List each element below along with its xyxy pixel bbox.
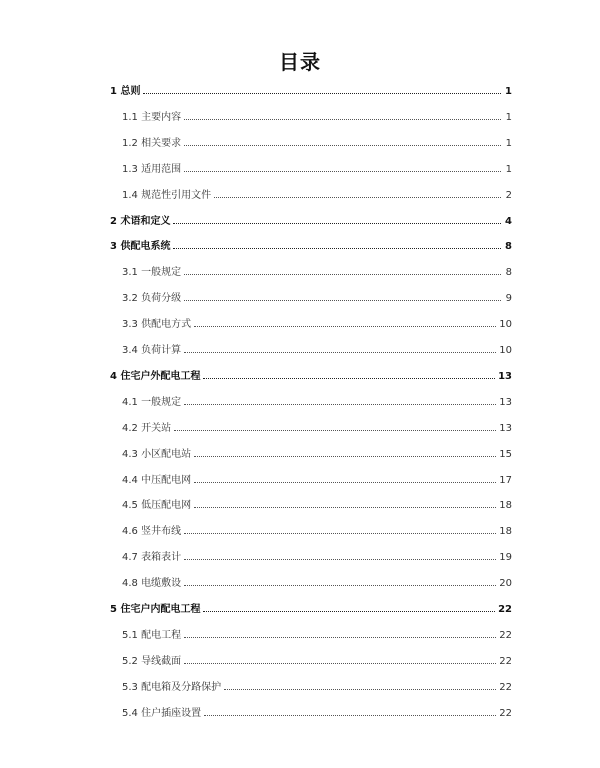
toc-entry-label: 4 住宅户外配电工程 — [110, 370, 201, 382]
toc-page-number: 18 — [499, 526, 512, 538]
toc-entry-label: 1.1 主要内容 — [122, 111, 182, 123]
toc-chapter-entry[interactable] — [110, 367, 512, 383]
toc-dot-leader — [184, 341, 496, 353]
toc-chapter-entry[interactable] — [110, 237, 512, 253]
toc-page-number: 22 — [499, 707, 512, 719]
toc-page-number: 1 — [505, 137, 512, 149]
toc-page-number: 22 — [498, 604, 512, 615]
toc-entry-label: 4.8 电缆敷设 — [122, 578, 182, 590]
toc-chapter-entry[interactable] — [110, 600, 512, 616]
toc-page-number: 13 — [499, 396, 512, 408]
toc-section-entry[interactable] — [122, 263, 512, 279]
toc-section-entry[interactable] — [122, 471, 512, 487]
toc-page-number: 18 — [499, 500, 512, 512]
toc-dot-leader — [184, 548, 496, 560]
toc-entry-label: 1.2 相关要求 — [122, 137, 182, 149]
toc-entry-label: 5.3 配电箱及分路保护 — [122, 681, 222, 693]
toc-section-entry[interactable] — [122, 445, 512, 461]
toc-section-entry[interactable] — [122, 341, 512, 357]
toc-section-entry[interactable] — [122, 626, 512, 642]
toc-section-entry[interactable] — [122, 522, 512, 538]
toc-entry-label: 4.2 开关站 — [122, 422, 172, 434]
toc-dot-leader — [184, 108, 501, 120]
toc-section-entry[interactable] — [122, 574, 512, 590]
toc-section-entry[interactable] — [122, 134, 512, 150]
toc-page-number: 17 — [499, 474, 512, 486]
toc-entry-label: 4.3 小区配电站 — [122, 448, 192, 460]
toc-section-entry[interactable] — [122, 393, 512, 409]
toc-dot-leader — [204, 704, 496, 716]
toc-entry-label: 5.1 配电工程 — [122, 629, 182, 641]
toc-entry-label: 2 术语和定义 — [110, 215, 171, 227]
toc-section-entry[interactable] — [122, 160, 512, 176]
toc-dot-leader — [184, 522, 496, 534]
toc-entry-label: 1.3 适用范围 — [122, 163, 182, 175]
toc-entry-label: 3.2 负荷分级 — [122, 293, 182, 305]
toc-section-entry[interactable] — [122, 704, 512, 720]
toc-section-entry[interactable] — [122, 289, 512, 305]
toc-page-number: 13 — [499, 422, 512, 434]
toc-page-number: 22 — [499, 655, 512, 667]
toc-page-number: 8 — [505, 267, 512, 279]
toc-dot-leader — [184, 574, 496, 586]
toc-section-entry[interactable] — [122, 108, 512, 124]
toc-dot-leader — [203, 600, 495, 612]
toc-dot-leader — [184, 393, 496, 405]
toc-page-number: 20 — [499, 578, 512, 590]
toc-section-entry[interactable] — [122, 652, 512, 668]
toc-entry-label: 4.4 中压配电网 — [122, 474, 192, 486]
toc-dot-leader — [194, 315, 496, 327]
toc-dot-leader — [184, 289, 501, 301]
toc-entry-label: 5.2 导线截面 — [122, 655, 182, 667]
toc-entry-label: 4.1 一般规定 — [122, 396, 182, 408]
toc-dot-leader — [174, 419, 496, 431]
toc-page-number: 10 — [499, 345, 512, 356]
toc-section-entry[interactable] — [122, 678, 512, 694]
toc-dot-leader — [194, 471, 496, 483]
toc-entry-label: 5.4 住户插座设置 — [122, 707, 202, 719]
toc-page-number: 10 — [499, 319, 512, 331]
toc-dot-leader — [214, 186, 501, 198]
toc-dot-leader — [194, 445, 496, 457]
toc-page-number: 13 — [498, 370, 512, 382]
toc-section-entry[interactable] — [122, 496, 512, 512]
toc-section-entry[interactable] — [122, 419, 512, 435]
toc-dot-leader — [173, 237, 501, 249]
toc-dot-leader — [184, 134, 501, 146]
toc-page-number: 4 — [505, 215, 512, 227]
toc-entry-label: 3 供配电系统 — [110, 241, 171, 253]
toc-entry-label: 4.5 低压配电网 — [122, 500, 192, 512]
toc-entry-label: 3.4 负荷计算 — [122, 345, 182, 356]
toc-dot-leader — [194, 496, 496, 508]
toc-dot-leader — [184, 652, 496, 664]
toc-chapter-entry[interactable] — [110, 212, 512, 228]
toc-section-entry[interactable] — [122, 315, 512, 331]
page-title: 目录 — [279, 50, 321, 74]
toc-section-entry[interactable] — [122, 548, 512, 564]
toc-dot-leader — [143, 82, 501, 94]
toc-entry-label: 5 住宅户内配电工程 — [110, 604, 201, 615]
toc-entry-label: 1.4 规范性引用文件 — [122, 189, 212, 201]
toc-page-number: 1 — [505, 111, 512, 123]
toc-dot-leader — [184, 160, 501, 172]
toc-dot-leader — [184, 263, 501, 275]
toc-page-number: 22 — [499, 681, 512, 693]
toc-dot-leader — [184, 626, 496, 638]
toc-dot-leader — [173, 212, 501, 224]
toc-page-number: 9 — [505, 293, 512, 305]
toc-page-number: 2 — [505, 189, 512, 201]
toc-page-number: 1 — [505, 163, 512, 175]
toc-entry-label: 1 总则 — [110, 86, 141, 97]
toc-section-entry[interactable] — [122, 186, 512, 202]
toc-entry-label: 4.6 竖井布线 — [122, 526, 182, 538]
toc-page-number: 22 — [499, 629, 512, 641]
toc-dot-leader — [203, 367, 495, 379]
toc-page-number: 19 — [499, 552, 512, 564]
toc-dot-leader — [224, 678, 496, 690]
toc-page-number: 1 — [505, 86, 512, 97]
toc-page-number: 8 — [505, 241, 512, 253]
toc-page-number: 15 — [499, 448, 512, 460]
toc-entry-label: 3.3 供配电方式 — [122, 319, 192, 331]
toc-entry-label: 3.1 一般规定 — [122, 267, 182, 279]
toc-chapter-entry[interactable] — [110, 82, 512, 98]
toc-entry-label: 4.7 表箱表计 — [122, 552, 182, 564]
